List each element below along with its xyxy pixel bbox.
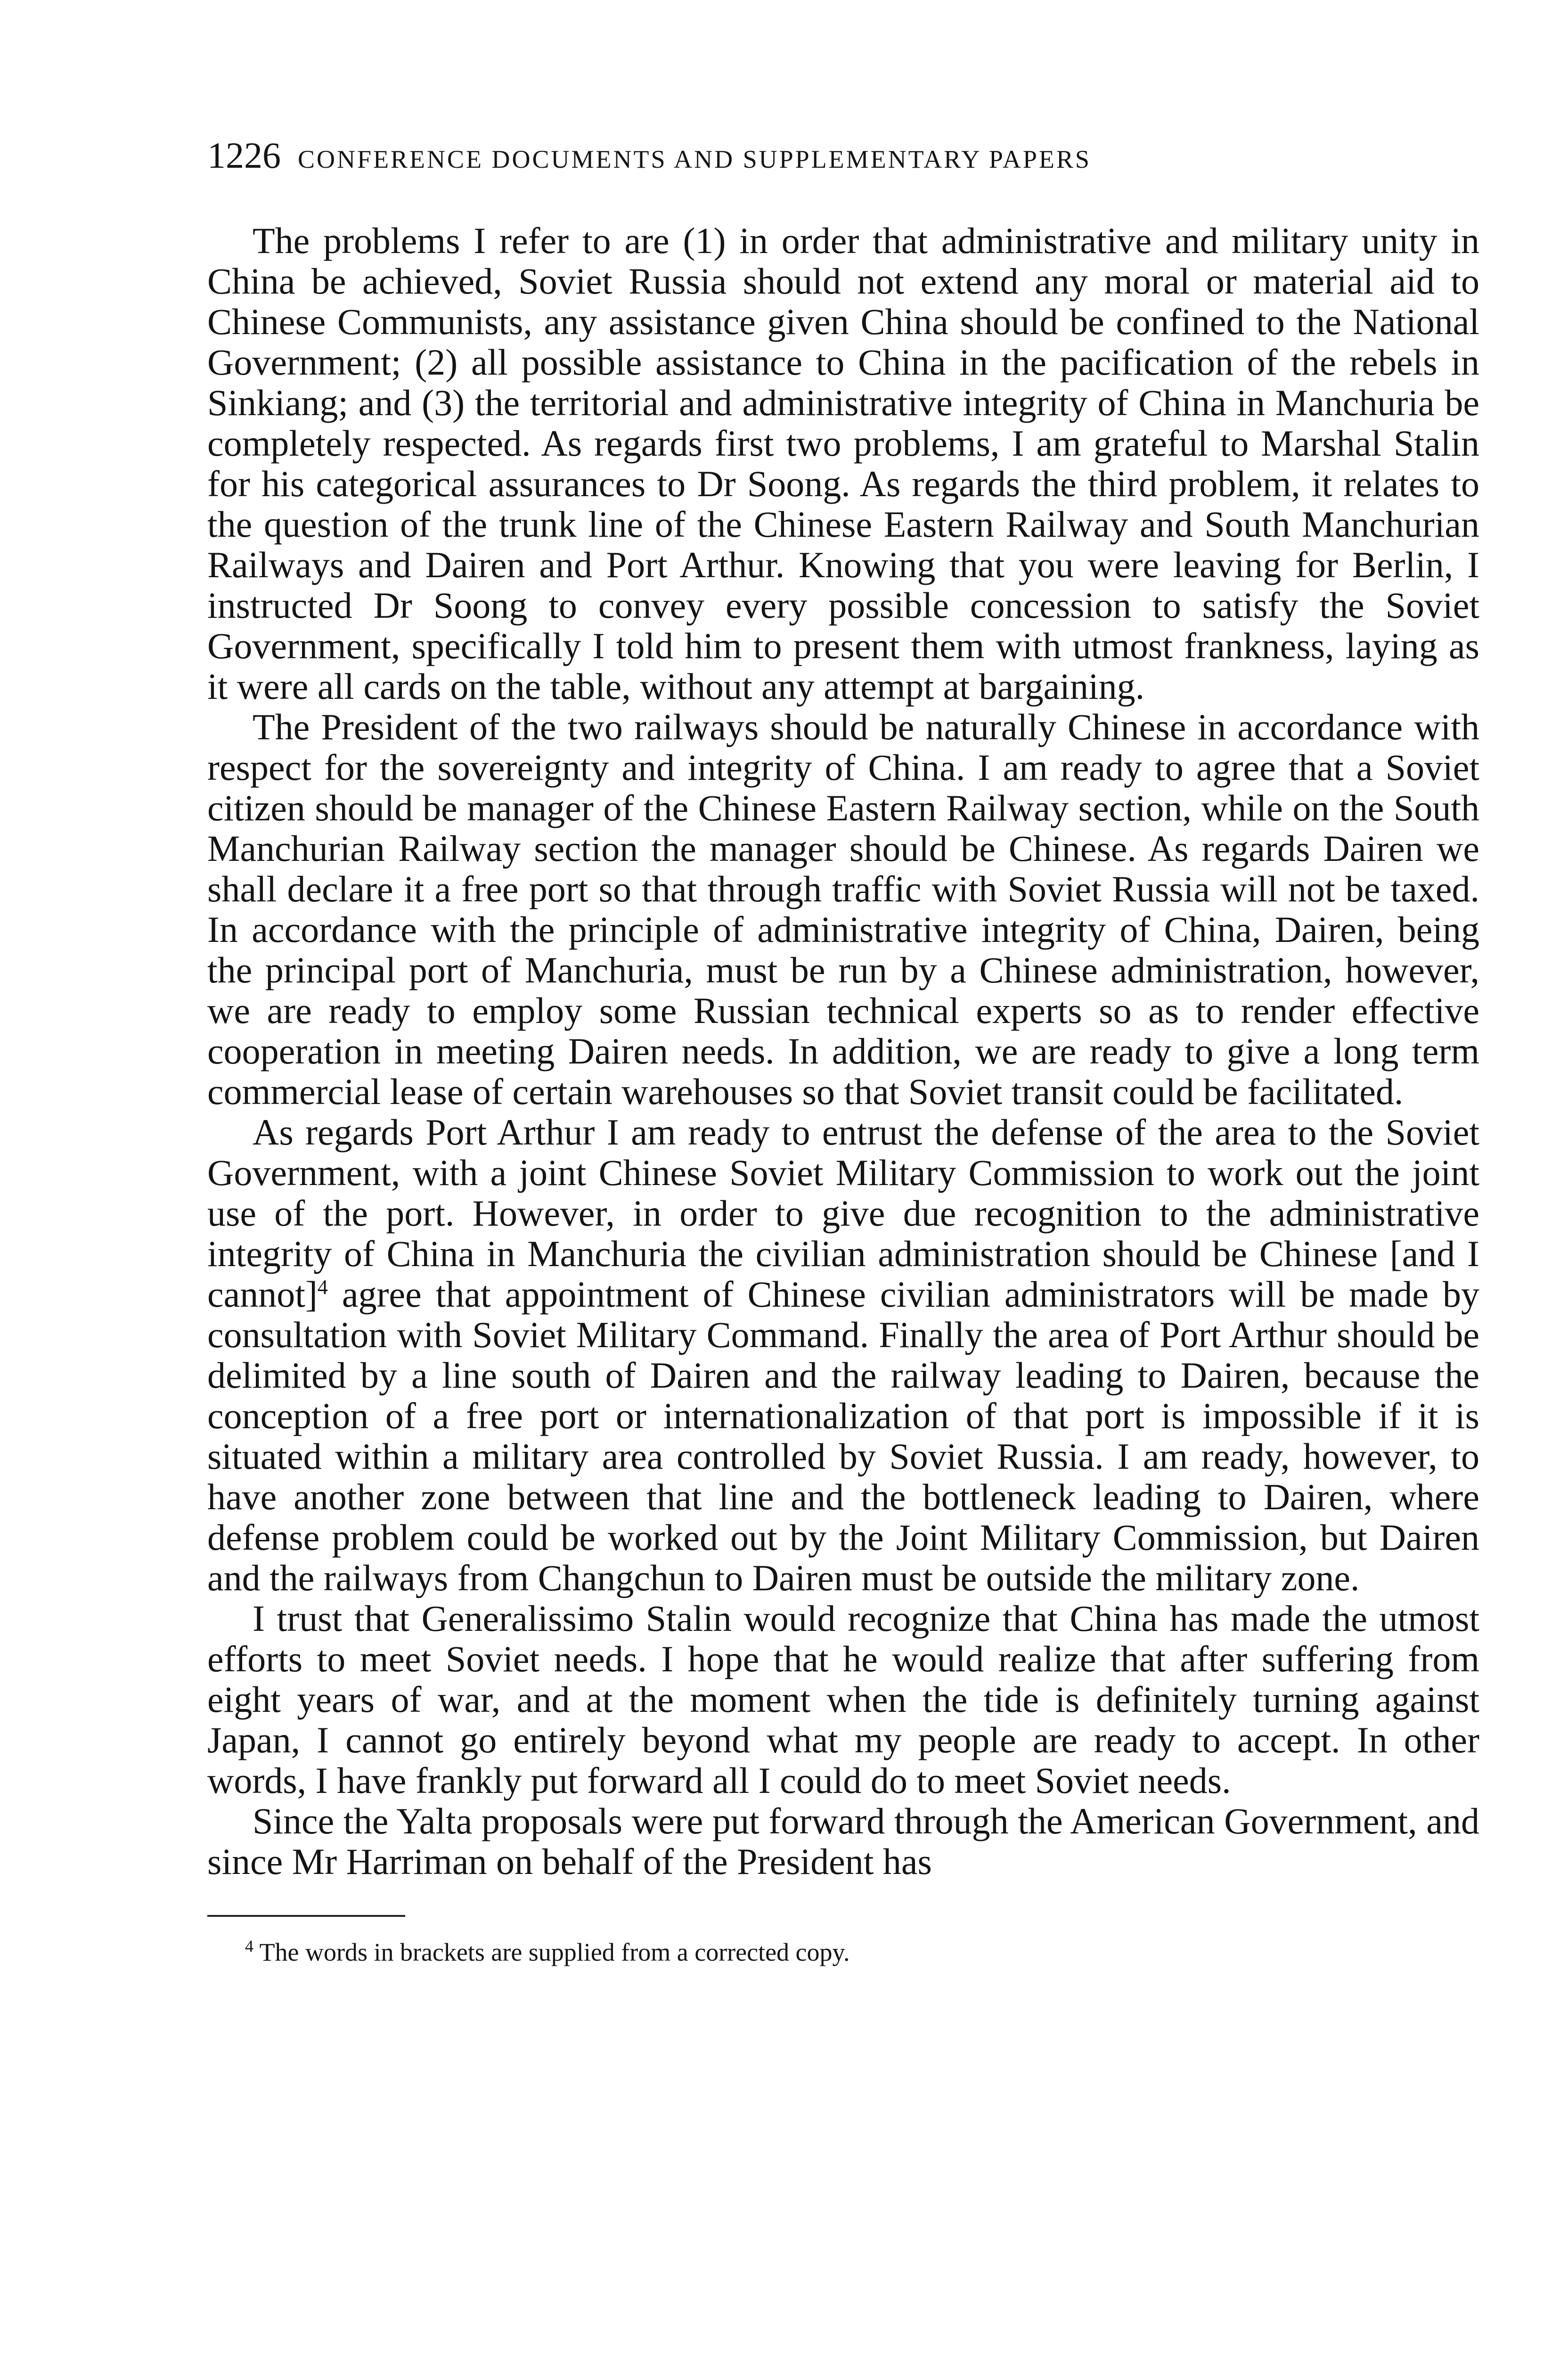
paragraph-3-part-1: As regards Port Arthur I am ready to entrust the defense of the area to the Soviet Government, with a joint Chinese Soviet Military Commission to work out the joint use of the port. However, in order to give due recognition to the administrative integrity of China in Manchuria the civilian administration should be Chinese [and I cannot] xyxy=(207,1112,1479,1315)
page-header xyxy=(207,132,1479,183)
paragraph-2: The President of the two railways should be naturally Chinese in accordance with respect for the sovereignty and integrity of China. I am ready to agree that a Soviet citizen should be manager of the Chinese Eastern Railway section, while on the South Manchurian Railway section the manager should be Chinese. As regards Dairen we shall declare it a free port so that through traffic with Soviet Russia will not be taxed. In accordance with the principle of administrative integrity of China, Dairen, being the principal port of Manchuria, must be run by a Chinese administration, however, we are ready to employ some Russian technical experts so as to render effective cooperation in meeting Dairen needs. In addition, we are ready to give a long term commercial lease of certain warehouses so that Soviet transit could be facilitated. xyxy=(207,706,1479,1112)
footnote xyxy=(207,1936,1479,1969)
footnote-marker: 4 xyxy=(245,1937,253,1955)
page-number: 1226 xyxy=(207,135,281,176)
footnote-text: The words in brackets are supplied from a corrected copy. xyxy=(253,1938,850,1966)
body-text xyxy=(207,221,1479,1882)
paragraph-4: I trust that Generalissimo Stalin would recognize that China has made the utmost efforts to meet Soviet needs. I hope that he would realize that after suffering from eight years of war, and at the moment when the tide is definitely turning against Japan, I cannot go entirely beyond what my people are ready to accept. In other words, I have frankly put forward all I could do to meet Soviet needs. xyxy=(207,1598,1479,1801)
document-page xyxy=(207,132,1479,1969)
paragraph-3-part-2: agree that appointment of Chinese civilian administrators will be made by consultation with Soviet Military Command. Finally the area of Port Arthur should be delimited by a line south of Dairen and the railway leading to Dairen, because the conception of a free port or internationalization of that port is impossible if it is situated within a military area controlled by Soviet Russia. I am ready, however, to have another zone between that line and the bottleneck leading to Dairen, where defense problem could be worked out by the Joint Military Commission, but Dairen and the railways from Changchun to Dairen must be outside the military zone. xyxy=(207,1274,1479,1598)
footnote-reference: 4 xyxy=(317,1276,328,1299)
paragraph-5: Since the Yalta proposals were put forward through the American Government, and since Mr Harriman on behalf of the President has xyxy=(207,1800,1479,1882)
footnote-divider xyxy=(207,1915,405,1917)
running-head: CONFERENCE DOCUMENTS AND SUPPLEMENTARY PAPERS xyxy=(298,145,1091,173)
paragraph-3 xyxy=(207,1112,1479,1598)
paragraph-1: The problems I refer to are (1) in order that administrative and military unity in China be achieved, Soviet Russia should not extend any moral or material aid to Chinese Communists, any assistance given China should be confined to the National Government; (2) all possible assistance to China in the pacification of the rebels in Sinkiang; and (3) the territorial and administrative integrity of China in Manchuria be completely respected. As regards first two problems, I am grateful to Marshal Stalin for his categorical assurances to Dr Soong. As regards the third problem, it relates to the question of the trunk line of the Chinese Eastern Railway and South Manchurian Railways and Dairen and Port Arthur. Knowing that you were leaving for Berlin, I instructed Dr Soong to convey every possible concession to satisfy the Soviet Government, specifically I told him to present them with utmost frankness, laying as it were all cards on the table, without any attempt at bargaining. xyxy=(207,220,1479,707)
